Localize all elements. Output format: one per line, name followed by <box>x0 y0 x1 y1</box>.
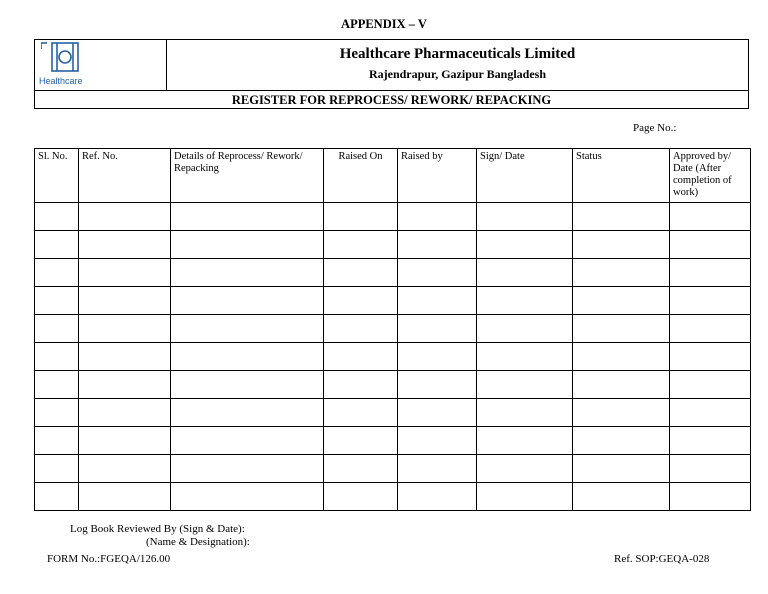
table-cell <box>79 455 171 483</box>
company-name: Healthcare Pharmaceuticals Limited <box>339 46 576 62</box>
column-header-approved-by: Approved by/ Date (After completion of work) <box>670 149 751 203</box>
table-row <box>35 427 751 455</box>
table-cell <box>477 231 573 259</box>
table-cell <box>79 287 171 315</box>
table-cell <box>398 287 477 315</box>
table-cell <box>324 343 398 371</box>
table-cell <box>477 203 573 231</box>
table-cell <box>398 399 477 427</box>
table-cell <box>35 259 79 287</box>
table-cell <box>324 259 398 287</box>
healthcare-logo-icon <box>41 42 91 74</box>
column-header-sl-no: Sl. No. <box>35 149 79 203</box>
table-cell <box>670 427 751 455</box>
form-number: FORM No.:FGEQA/126.00 <box>47 553 171 565</box>
table-cell <box>573 203 670 231</box>
table-cell <box>171 399 324 427</box>
table-cell <box>324 483 398 511</box>
table-cell <box>670 203 751 231</box>
appendix-heading: APPENDIX – V <box>341 17 427 31</box>
table-cell <box>79 427 171 455</box>
table-cell <box>477 343 573 371</box>
table-cell <box>670 315 751 343</box>
table-cell <box>477 315 573 343</box>
table-cell <box>79 343 171 371</box>
table-cell <box>324 399 398 427</box>
table-row <box>35 259 751 287</box>
table-cell <box>398 455 477 483</box>
name-designation-label: (Name & Designation): <box>146 536 250 548</box>
column-header-sign-date: Sign/ Date <box>477 149 573 203</box>
table-row <box>35 315 751 343</box>
table-cell <box>670 399 751 427</box>
table-cell <box>398 315 477 343</box>
table-cell <box>324 231 398 259</box>
table-cell <box>398 203 477 231</box>
table-cell <box>35 399 79 427</box>
header-divider <box>35 90 748 91</box>
table-cell <box>171 483 324 511</box>
table-cell <box>670 231 751 259</box>
table-cell <box>573 371 670 399</box>
table-cell <box>171 455 324 483</box>
register-table <box>34 148 751 511</box>
table-header-row <box>35 149 751 203</box>
document-header <box>34 39 749 109</box>
column-header-ref-no: Ref. No. <box>79 149 171 203</box>
table-cell <box>398 259 477 287</box>
company-address: Rajendrapur, Gazipur Bangladesh <box>368 67 547 81</box>
table-cell <box>324 287 398 315</box>
table-cell <box>79 259 171 287</box>
table-cell <box>35 427 79 455</box>
page-number-label: Page No.: <box>633 122 677 134</box>
column-header-details: Details of Reprocess/ Rework/ Repacking <box>171 149 324 203</box>
column-header-status: Status <box>573 149 670 203</box>
table-cell <box>35 203 79 231</box>
column-header-raised-on: Raised On <box>324 149 398 203</box>
table-cell <box>171 427 324 455</box>
table-cell <box>35 287 79 315</box>
table-cell <box>324 315 398 343</box>
table-cell <box>79 483 171 511</box>
table-cell <box>324 203 398 231</box>
table-cell <box>573 483 670 511</box>
table-cell <box>573 287 670 315</box>
table-cell <box>324 371 398 399</box>
table-cell <box>171 231 324 259</box>
table-cell <box>171 315 324 343</box>
table-cell <box>398 231 477 259</box>
table-cell <box>79 203 171 231</box>
register-title: REGISTER FOR REPROCESS/ REWORK/ REPACKING <box>231 93 552 107</box>
table-cell <box>171 203 324 231</box>
table-cell <box>324 455 398 483</box>
ref-sop: Ref. SOP:GEQA-028 <box>614 553 710 565</box>
table-cell <box>171 343 324 371</box>
table-cell <box>35 371 79 399</box>
table-cell <box>35 483 79 511</box>
table-cell <box>573 427 670 455</box>
table-row <box>35 483 751 511</box>
table-cell <box>398 427 477 455</box>
table-row <box>35 203 751 231</box>
table-cell <box>79 399 171 427</box>
table-cell <box>171 259 324 287</box>
table-cell <box>477 455 573 483</box>
table-cell <box>35 455 79 483</box>
logo-cell <box>35 40 167 90</box>
table-cell <box>171 287 324 315</box>
table-cell <box>477 259 573 287</box>
table-cell <box>477 287 573 315</box>
table-cell <box>35 343 79 371</box>
table-cell <box>573 315 670 343</box>
table-cell <box>477 399 573 427</box>
table-cell <box>573 399 670 427</box>
table-row <box>35 371 751 399</box>
table-cell <box>670 343 751 371</box>
table-cell <box>670 259 751 287</box>
table-cell <box>398 343 477 371</box>
table-body <box>35 203 751 511</box>
table-cell <box>477 427 573 455</box>
table-cell <box>79 371 171 399</box>
table-cell <box>573 231 670 259</box>
column-header-raised-by: Raised by <box>398 149 477 203</box>
table-cell <box>398 483 477 511</box>
logo-wordmark: Healthcare <box>39 76 83 86</box>
table-row <box>35 455 751 483</box>
table-cell <box>573 259 670 287</box>
table-cell <box>670 371 751 399</box>
table-cell <box>670 483 751 511</box>
table-cell <box>573 343 670 371</box>
table-cell <box>171 371 324 399</box>
table-cell <box>35 231 79 259</box>
table-cell <box>670 287 751 315</box>
table-cell <box>324 427 398 455</box>
table-row <box>35 287 751 315</box>
table-cell <box>79 315 171 343</box>
table-row <box>35 399 751 427</box>
table-cell <box>35 315 79 343</box>
reviewed-by-label: Log Book Reviewed By (Sign & Date): <box>70 523 245 535</box>
table-cell <box>573 455 670 483</box>
table-row <box>35 231 751 259</box>
table-cell <box>670 455 751 483</box>
table-cell <box>477 483 573 511</box>
table-row <box>35 343 751 371</box>
table-cell <box>398 371 477 399</box>
table-cell <box>477 371 573 399</box>
table-cell <box>79 231 171 259</box>
